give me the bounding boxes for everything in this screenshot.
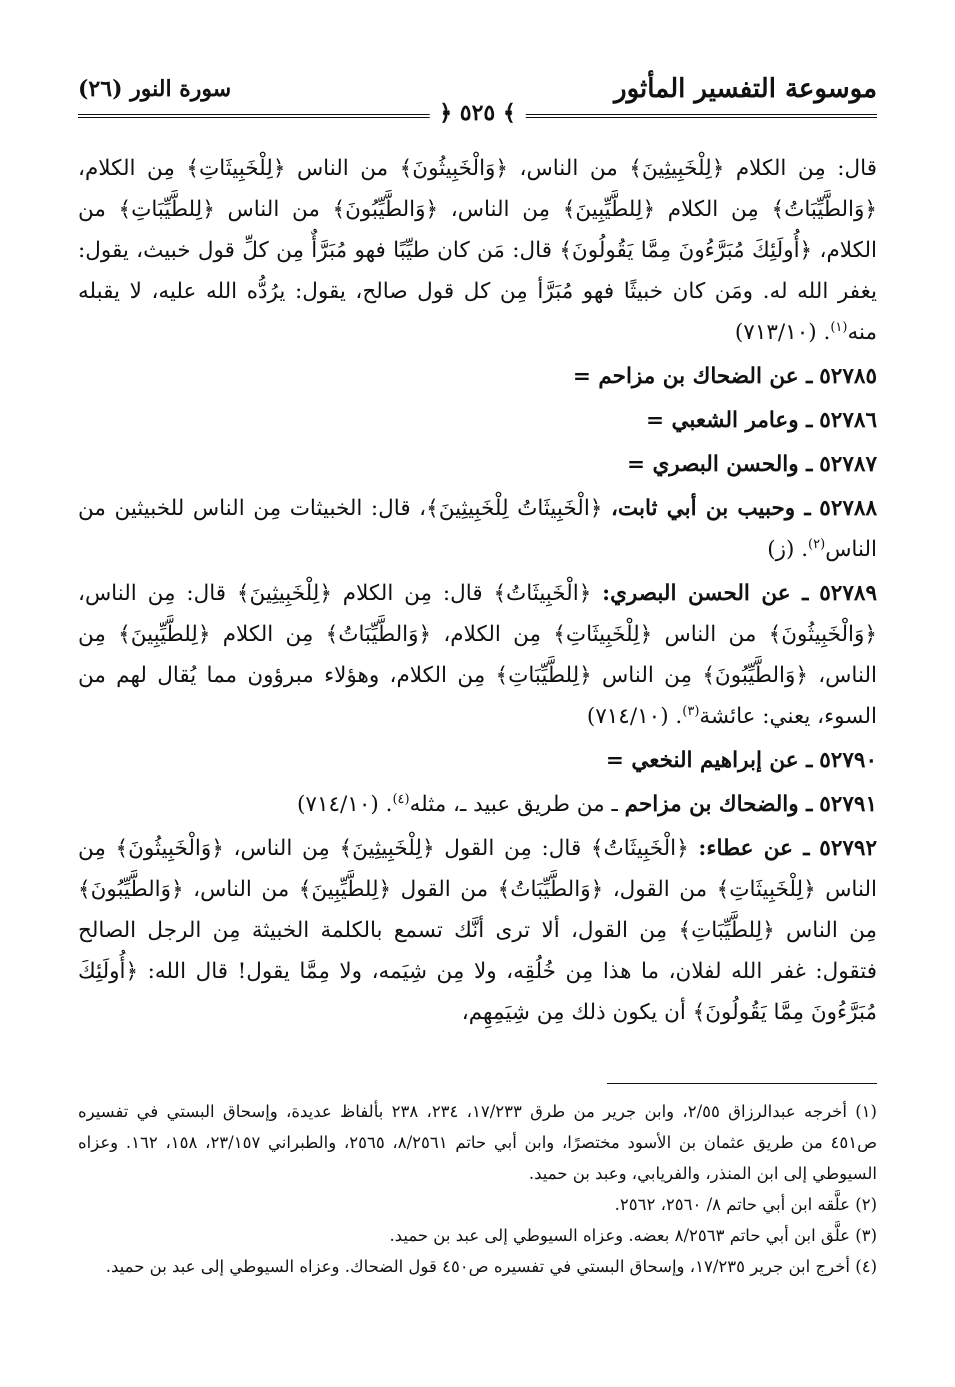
entry-number: ٥٢٧٨٥	[819, 364, 877, 389]
footnote: (١) أخرجه عبدالرزاق ٢/٥٥، وابن جرير من طرق ١٧/٢٣٣، ٢٣٤، ٢٣٨ بألفاظ عديدة، وإسحاق البستي في تفسيره ص٤٥١ من طريق عثمان بن الأسود مختصرًا، وابن أبي حاتم ٨/٢٥٦١، ٢٥٦٥، والطبراني ٢٣/١٥٧، ١٥٨، ١٦٢. وعزاه السيوطي إلى ابن المنذر، والفريابي، وعبد بن حميد.	[78, 1102, 878, 1183]
entry	[78, 444, 877, 485]
entry-narrator: ـ عن إبراهيم النخعي =	[605, 748, 813, 773]
entry-narrator: ـ عن الحسن البصري:	[602, 581, 809, 606]
entry-text: ﴿الْخَبِيثَاتُ﴾ قال: مِن القول ﴿لِلْخَبِيثِينَ﴾ مِن الناس، ﴿وَالْخَبِيثُونَ﴾ مِن الناس ﴿لِلْخَبِيثَاتِ﴾ من القول، ﴿وَالطَّيِّبَاتُ﴾ من القول ﴿لِلطَّيِّبِينَ﴾ من الناس، ﴿وَالطَّيِّبُونَ﴾ مِن الناس ﴿لِلطَّيِّبَاتِ﴾ مِن القول، ألا ترى أنَّك تسمع بالكلمة الخبيثة مِن الرجل الصالح فتقول: غفر الله لفلان، ما هذا مِن خُلُقِه، ولا مِن شِيَمه، ولا مِمَّا يقول! قال الله: ﴿أُولَئِكَ مُبَرَّءُونَ مِمَّا يَقُولُونَ﴾ أن يكون ذلك مِن شِيَمِهِم،	[78, 836, 877, 1025]
footnote-rule	[607, 1083, 877, 1084]
entry-text: قال: مِن الكلام ﴿لِلْخَبِيثِينَ﴾ من الناس، ﴿وَالْخَبِيثُونَ﴾ من الناس ﴿لِلْخَبِيثَاتِ﴾ مِن الكلام، ﴿وَالطَّيِّبَاتُ﴾ مِن الكلام ﴿لِلطَّيِّبِينَ﴾ مِن الناس، ﴿وَالطَّيِّبُونَ﴾ من الناس ﴿لِلطَّيِّبَاتِ﴾ من الكلام، ﴿أُولَئِكَ مُبَرَّءُونَ مِمَّا يَقُولُونَ﴾ قال: مَن كان طيِّبًا فهو مُبَرَّأٌ مِن كلِّ قول خبيث، يقول: يغفر الله له. ومَن كان خبيثًا فهو مُبَرَّأ مِن كل قول صالح، يقول: يرُدُّه الله عليه، لا يقبله منه	[78, 156, 877, 345]
footnotes	[78, 1096, 877, 1282]
entry-narrator: ـ وحبيب بن أبي ثابت،	[610, 496, 811, 521]
entry-number: ٥٢٧٩٠	[819, 748, 877, 773]
surah-label: سورة النور (٢٦)	[78, 76, 232, 102]
footnote: (٤) أخرج ابن جرير ١٧/٢٣٥، وإسحاق البستي في تفسيره ص٤٥٠ قول الضحاك. وعزاه السيوطي إلى عبد بن حميد.	[105, 1257, 877, 1276]
entry-text: ﴿الْخَبِيثَاتُ﴾ قال: مِن الكلام ﴿لِلْخَبِيثِينَ﴾ قال: مِن الناس، ﴿وَالْخَبِيثُونَ﴾ من الناس ﴿لِلْخَبِيثَاتِ﴾ مِن الكلام، ﴿وَالطَّيِّبَاتُ﴾ مِن الكلام ﴿لِلطَّيِّبِينَ﴾ مِن الناس، ﴿وَالطَّيِّبُونَ﴾ مِن الناس ﴿لِلطَّيِّبَاتِ﴾ مِن الكلام، وهؤلاء مبرؤون مما يُقال لهم من السوء، يعني: عائشة	[78, 581, 877, 729]
entry-text: ﴿الْخَبِيثَاتُ لِلْخَبِيثِينَ﴾، قال: الخبيثات مِن الناس للخبيثين من الناس	[78, 496, 877, 562]
entry-narrator: ـ عن عطاء:	[698, 836, 810, 861]
entry-narrator: ـ عن الضحاك بن مزاحم =	[572, 364, 813, 389]
entry-text: ـ من طريق عبيد ـ، مثله	[409, 792, 625, 817]
footnote: (٣) علَّق ابن أبي حاتم ٨/٢٥٦٣ بعضه. وعزاه السيوطي إلى عبد بن حميد.	[389, 1226, 877, 1245]
page-number-value: ٥٢٥	[459, 100, 496, 126]
main-text	[78, 148, 877, 1036]
footnote-marker[interactable]: (١)	[830, 319, 848, 335]
entry	[78, 740, 877, 781]
entry-number: ٥٢٧٨٦	[819, 408, 877, 433]
page-number: ﴾ ٥٢٥ ﴿	[429, 100, 526, 126]
entry-number: ٥٢٧٨٨	[819, 496, 878, 521]
entry	[78, 784, 877, 825]
entry	[78, 356, 877, 397]
entry-ref: . (٧١٤/١٠)	[586, 704, 683, 729]
page-header	[78, 62, 877, 126]
entry-number: ٥٢٧٩٢	[819, 836, 878, 861]
footnote-marker[interactable]: (٢)	[808, 536, 826, 552]
entry-ref: . (٧١٤/١٠)	[297, 792, 393, 817]
entry-narrator: ـ والحسن البصري =	[626, 452, 813, 477]
footnote-marker[interactable]: (٤)	[392, 791, 410, 807]
entry	[78, 573, 877, 737]
entry-continuation	[78, 148, 877, 353]
entry-ref: . (ز)	[767, 537, 809, 562]
entry-number: ٥٢٧٩١	[819, 792, 877, 817]
entry	[78, 828, 877, 1033]
entry-ref: . (٧١٣/١٠)	[734, 320, 831, 345]
entry-narrator: ـ والضحاك بن مزاحم	[624, 792, 813, 817]
footnote: (٢) علَّقه ابن أبي حاتم ٨/ ٢٥٦٠، ٢٥٦٢.	[614, 1195, 877, 1214]
entry-narrator: ـ وعامر الشعبي =	[646, 408, 813, 433]
entry-number: ٥٢٧٨٩	[819, 581, 877, 606]
entry	[78, 400, 877, 441]
book-title: موسوعة التفسير المأثور	[614, 74, 877, 104]
entry	[78, 488, 877, 570]
entry-number: ٥٢٧٨٧	[819, 452, 877, 477]
footnote-marker[interactable]: (٣)	[682, 703, 700, 719]
